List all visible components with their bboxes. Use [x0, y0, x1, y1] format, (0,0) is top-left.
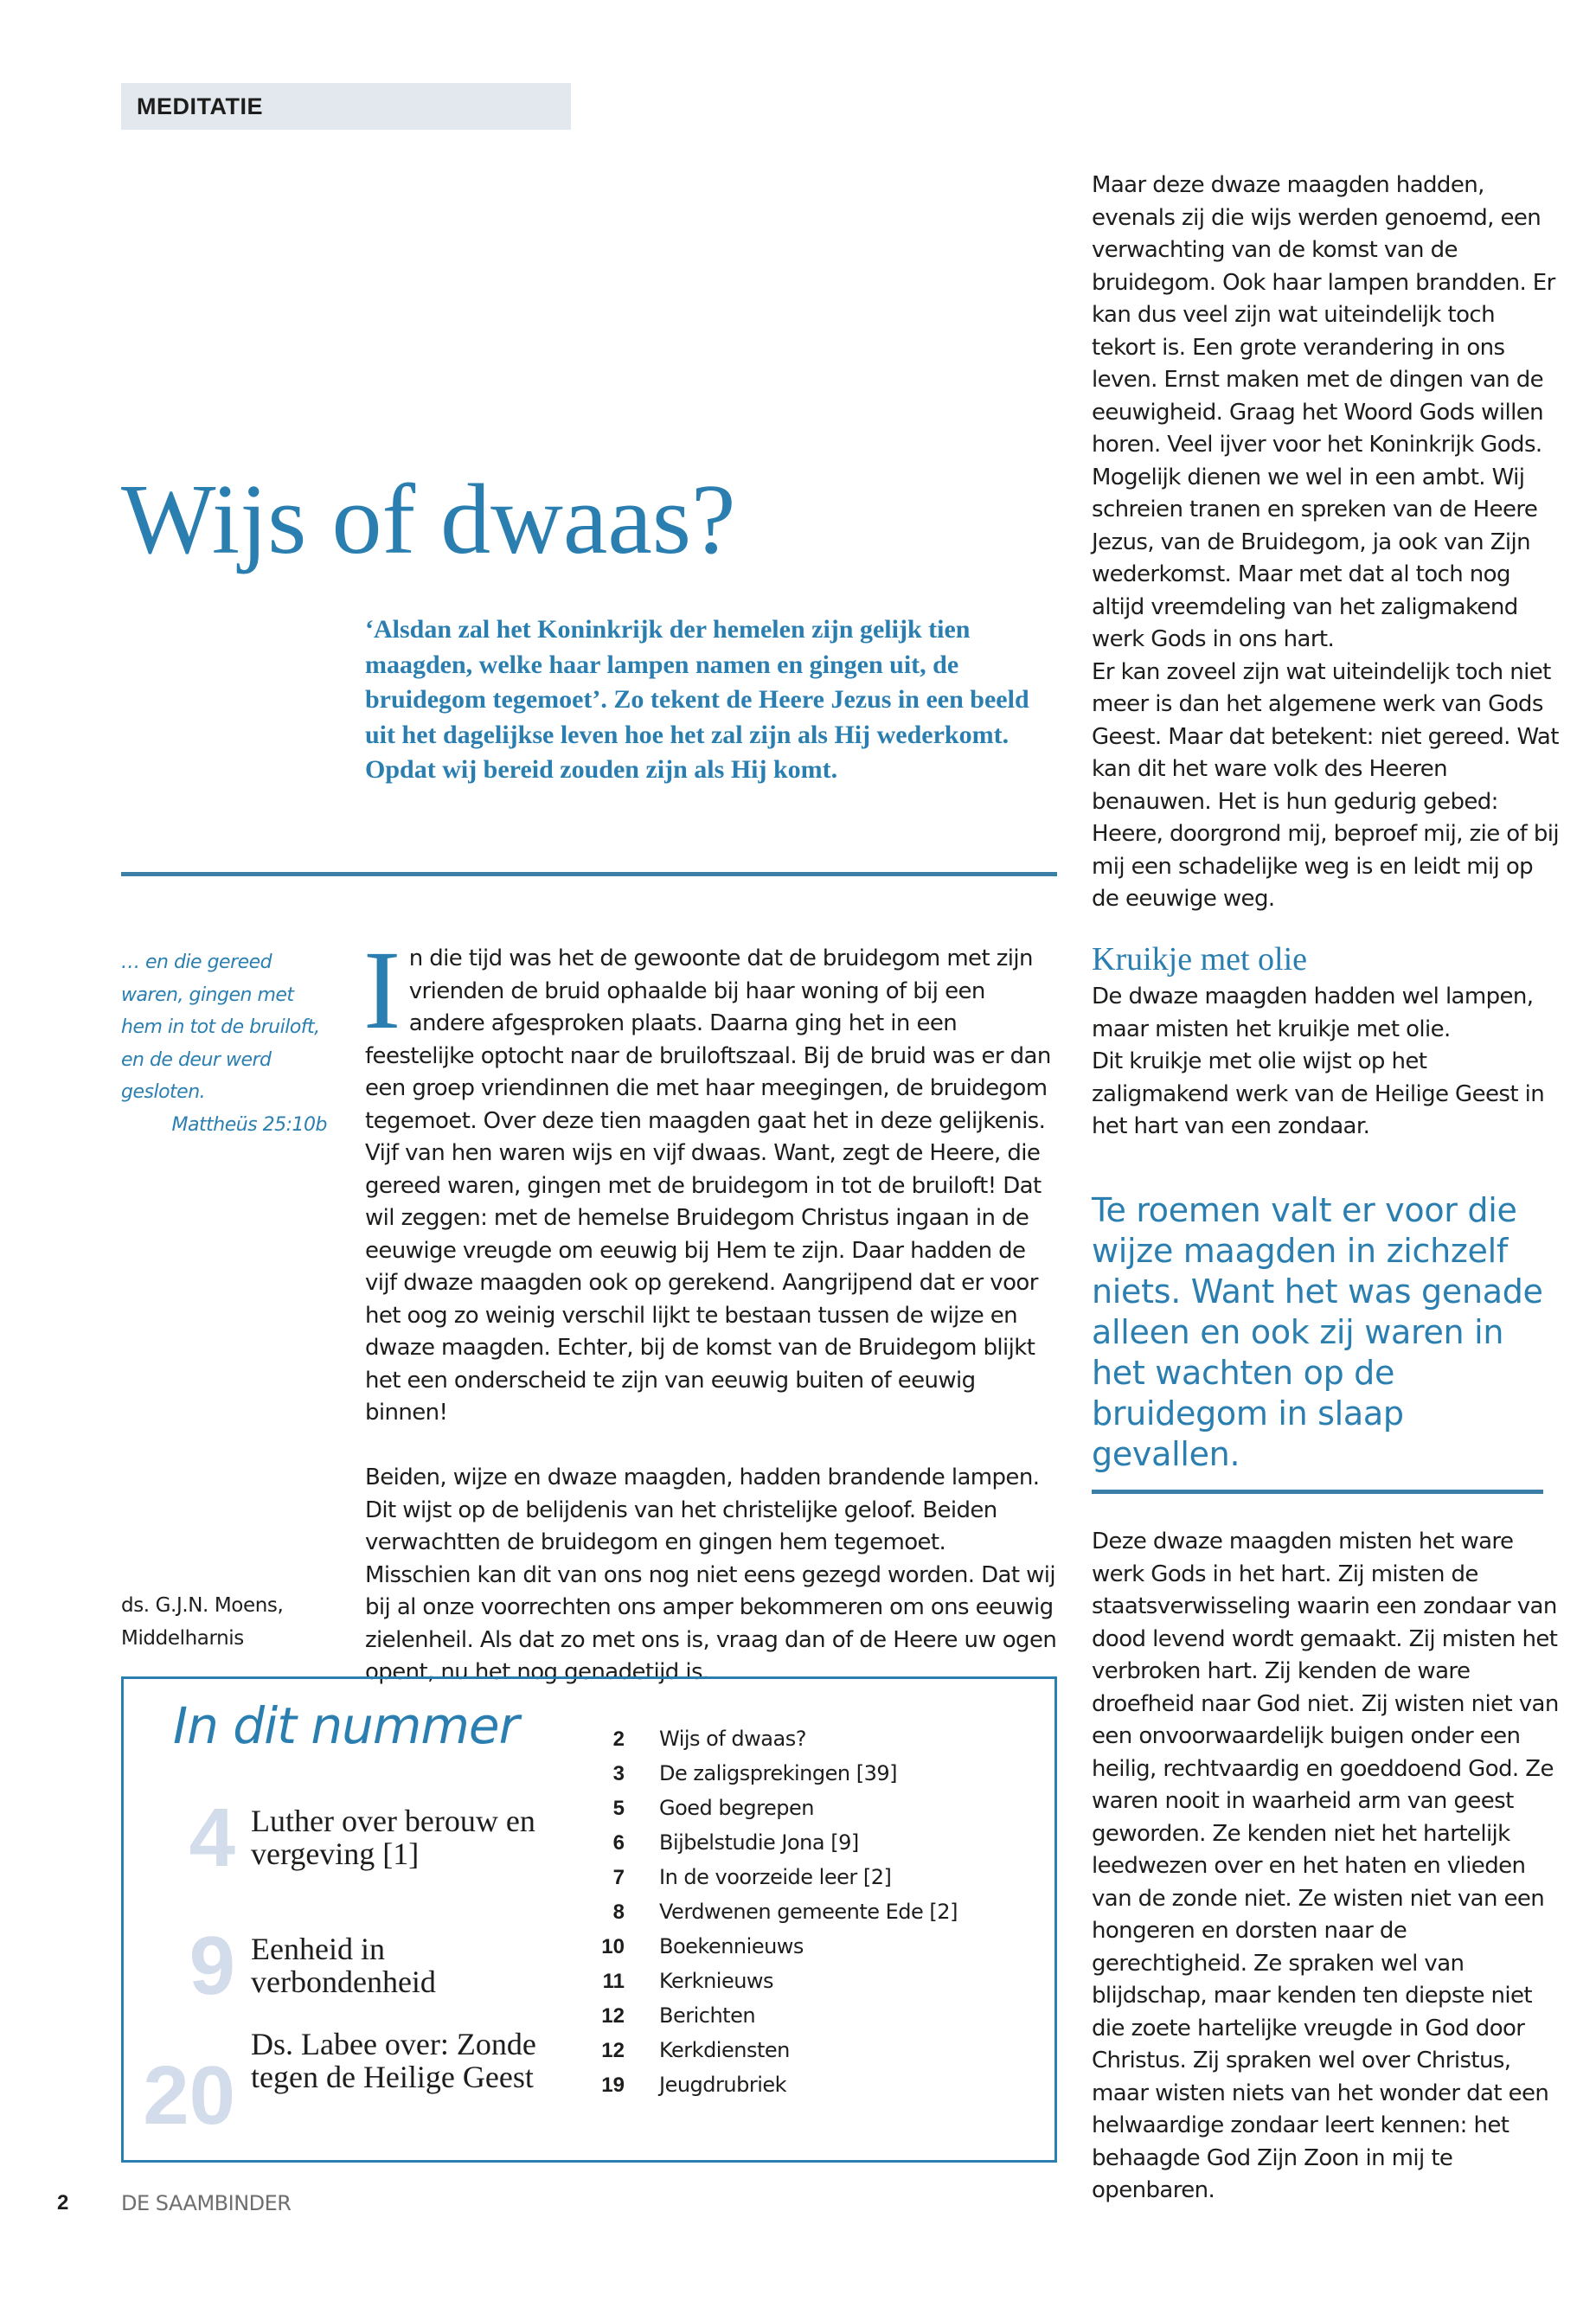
toc-page: 2 — [612, 1727, 625, 1751]
footer-publication: DE SAAMBINDER — [121, 2191, 292, 2215]
subheading: Kruikje met olie — [1092, 941, 1308, 977]
toc-page: 12 — [601, 2004, 625, 2028]
body-paragraph: Dit kruikje met olie wijst op het zaligmakend werk van de Heilige Geest in het hart van een zondaar. — [1092, 1048, 1545, 1139]
body-paragraph — [363, 928, 1057, 1430]
body-paragraph: Deze dwaze maagden misten het ware werk Gods in het hart. Zij misten de staatsverwisseling waarin een zondaar van dood levend wordt gemaakt. Zij misten het verbroken hart. Zij kenden de ware droefheid naar God niet. Zij wisten niet van een onvoorwaardelijk buigen onder een heilig, rechtvaardig en goeddoend God. Ze waren nooit in waarheid arm van geest geworden. Ze kenden niet het hartelijk leedwezen over en het haten en vlieden van de zonde niet. Ze wisten niet van een hongeren en dorsten naar de gerechtigheid. Ze spraken wel van blijdschap, maar kenden ten diepste niet die zoete hartelijke vreugde in God door Christus. Zij spraken wel over Christus, maar wisten niets van het wonder dat een helwaardige zondaar leert kennen: het behaagde God Zijn Zoon in mij te openbaren. — [1092, 1529, 1559, 2203]
feature-page-number: 20 — [143, 2049, 235, 2142]
toc-title: Jeugdrubriek — [659, 2073, 787, 2097]
toc-title: Boekennieuws — [659, 1934, 804, 1958]
toc-page: 5 — [612, 1797, 625, 1820]
toc-title: In de voorzeide leer [2] — [659, 1865, 892, 1889]
toc-item[interactable] — [588, 1964, 1038, 1998]
toc-page: 11 — [602, 1970, 625, 1993]
toc-page: 8 — [612, 1900, 625, 1924]
toc-item[interactable] — [588, 2067, 1038, 2102]
author-credit: ds. G.J.N. Moens, Middelharnis — [121, 1594, 284, 1650]
toc-title: Bijbelstudie Jona [9] — [659, 1830, 859, 1855]
side-quote-reference: Mattheüs 25:10b — [171, 1114, 327, 1136]
toc-item[interactable] — [588, 1825, 1038, 1860]
feature-page-number: 9 — [189, 1920, 235, 2012]
toc-title: Goed begrepen — [659, 1796, 814, 1820]
toc-feature[interactable] — [138, 1919, 545, 2022]
body-paragraph: Maar deze dwaze maagden hadden, evenals zij die wijs werden genoemd, een verwachting van de komst van de bruidegom. Ook haar lampen brandden. Er kan dus veel zijn wat uiteindelijk toch tekort is. Een grote verandering in ons leven. Ernst maken met de dingen van de eeuwigheid. Graag het Woord Gods willen horen. Veel ijver voor het Koninkrijk Gods. Mogelijk dienen we wel in een ambt. Wij schreien tranen en spreken van de Heere Jezus, van de Bruidegom, ja ook van Zijn wederkomst. Maar met dat al toch nog altijd vreemdeling van het zaligmakend werk Gods in ons hart. — [1092, 172, 1555, 652]
toc-feature[interactable] — [138, 1791, 545, 1894]
paragraph-text: n die tijd was het de gewoonte dat de bruidegom met zijn vrienden de bruid ophaalde bij haar woning of bij een andere afgesproken plaats. Daarna ging het in een feestelijke optocht naar de bruiloftszaal. Bij de bruid was er dan een groep vriendinnen die met haar meegingen, de bruidegom tegemoet. Over deze tien maagden gaat het in deze gelijkenis. Vijf van hen waren wijs en vijf dwaas. Want, zegt de Heere, die gereed waren, gingen met de bruidegom in tot de bruiloft! Dat wil zeggen: met de hemelse Bruidegom Christus ingaan in de eeuwige vreugde om eeuwig bij Hem te zijn. Daar hadden de vijf dwaze maagden ook op gerekend. Aangrijpend dat er voor het oog zo weinig verschil lijkt te bestaan tussen de wijze en dwaze maagden. Echter, bij de komst van de Bruidegom blijkt het een onderscheid te zijn van eeuwig buiten of eeuwig binnen! — [365, 945, 1051, 1426]
toc-title: Wijs of dwaas? — [659, 1727, 806, 1751]
divider-rule — [121, 872, 1057, 876]
toc-page: 10 — [601, 1935, 625, 1958]
toc-page: 6 — [612, 1831, 625, 1855]
toc-title: Kerkdiensten — [659, 2038, 790, 2062]
divider-rule — [1092, 1490, 1543, 1494]
toc-page: 19 — [601, 2073, 625, 2097]
toc-title: Kerknieuws — [659, 1969, 774, 1993]
toc-item[interactable] — [588, 1929, 1038, 1964]
body-column-middle — [363, 928, 1057, 1689]
toc-item[interactable] — [588, 1998, 1038, 2033]
toc-item[interactable] — [588, 1860, 1038, 1894]
feature-title: Ds. Labee over: Zonde tegen de Heilige Geest — [251, 2027, 536, 2094]
drop-cap: I — [363, 928, 401, 1053]
body-paragraph: Er kan zoveel zijn wat uiteindelijk toch niet meer is dan het algemene werk van Gods Geest. Maar dat betekent: niet gereed. Wat kan dit het ware volk des Heeren benauwen. Het is hun gedurig gebed: Heere, doorgrond mij, beproef mij, zie of bij mij een schadelijke weg is en leidt mij op de eeuwige weg. — [1092, 658, 1559, 912]
toc-list — [588, 1721, 1038, 2102]
feature-page-number: 4 — [189, 1791, 235, 1884]
body-paragraph: De dwaze maagden hadden wel lampen, maar misten het kruikje met olie. — [1092, 984, 1534, 1042]
article-title: Wijs of dwaas? — [121, 465, 736, 575]
toc-page: 7 — [612, 1866, 625, 1889]
body-column-right-middle — [1092, 981, 1559, 1144]
toc-item[interactable] — [588, 1756, 1038, 1791]
toc-page: 3 — [612, 1762, 625, 1785]
toc-title: Verdwenen gemeente Ede [2] — [659, 1900, 958, 1924]
toc-item[interactable] — [588, 1721, 1038, 1756]
feature-title: Eenheid in verbondenheid — [251, 1932, 436, 1999]
feature-title: Luther over berouw en vergeving [1] — [251, 1804, 535, 1871]
body-column-right-top — [1092, 170, 1559, 916]
body-paragraph: Misschien kan dit van ons nog niet eens gezegd worden. Dat wij bij al onze voorrechten ons amper bekommeren om ons eeuwig zielenheil. Als dat zo met ons is, vraag dan of de Heere uw ogen opent, nu het nog genadetijd is. — [365, 1561, 1057, 1685]
toc-item[interactable] — [588, 2033, 1038, 2067]
pull-quote: Te roemen valt er voor die wijze maagden in zichzelf niets. Want het was genade alleen en ook zij waren in het wachten op de bruidegom in slaap gevallen. — [1092, 1191, 1543, 1473]
side-quote: … en die gereed waren, gingen met hem in tot de bruiloft, en de deur werd gesloten. — [121, 952, 320, 1103]
toc-title: Berichten — [659, 2003, 756, 2028]
toc-title: De zaligsprekingen [39] — [659, 1761, 897, 1785]
body-column-right-bottom — [1092, 1526, 1559, 2208]
footer-page-number: 2 — [57, 2191, 69, 2214]
toc-item[interactable] — [588, 1894, 1038, 1929]
toc-heading: In dit nummer — [173, 1696, 519, 1755]
toc-page: 12 — [601, 2039, 625, 2062]
section-label: MEDITATIE — [121, 83, 571, 130]
article-intro: ‘Alsdan zal het Koninkrijk der hemelen zijn gelijk tien maagden, welke haar lampen namen en gingen uit, de bruidegom tegemoet’. Zo tekent de Heere Jezus in een beeld uit het dagelijkse leven hoe het zal zijn als Hij wederkomt. Opdat wij bereid zouden zijn als Hij komt. — [365, 615, 1029, 784]
body-paragraph: Beiden, wijze en dwaze maagden, hadden brandende lampen. Dit wijst op de belijdenis van het christelijke geloof. Beiden verwachtten de bruidegom en gingen hem tegemoet. — [365, 1465, 1040, 1555]
toc-feature[interactable] — [138, 2027, 545, 2142]
toc-item[interactable] — [588, 1791, 1038, 1825]
